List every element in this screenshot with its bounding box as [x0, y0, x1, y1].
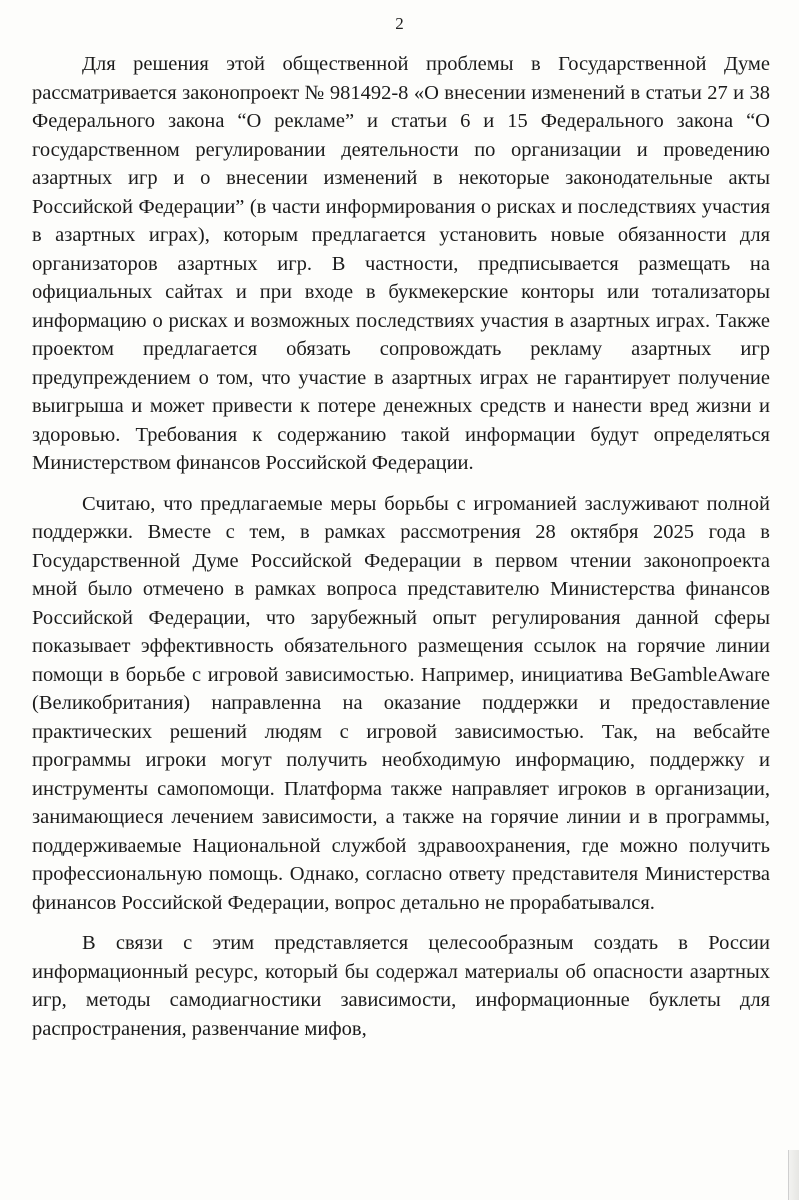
page-edge-shadow — [788, 1150, 799, 1200]
paragraph-1: Для решения этой общественной проблемы в Государственной Думе рассматривается законопроект № 981492-8 «О внесении изменений в статьи 27 и 38 Федерального закона “О рекламе” и статьи 6 и 15 Федерального закона “О государственном регулировании деятельности по организации и проведению азартных игр и о внесении изменений в некоторые законодательные акты Российской Федерации” (в части информирования о рисках и последствиях участия в азартных играх), которым предлагается установить новые обязанности для организаторов азартных игр. В частности, предписывается размещать на официальных сайтах и при входе в букмекерские конторы или тотализаторы информацию о рисках и возможных последствиях участия в азартных играх. Также проектом предлагается обязать сопровождать рекламу азартных игр предупреждением о том, что участие в азартных играх не гарантирует получение выигрыша и может привести к потере денежных средств и нанести вред жизни и здоровью. Требования к содержанию такой информации будут определяться Министерством финансов Российской Федерации. — [32, 53, 770, 474]
paragraph-2: Считаю, что предлагаемые меры борьбы с игроманией заслуживают полной поддержки. Вместе с тем, в рамках рассмотрения 28 октября 2025 года в Государственной Думе Российской Федерации в первом чтении законопроекта мной было отмечено в рамках вопроса представителю Министерства финансов Российской Федерации, что зарубежный опыт регулирования данной сферы показывает эффективность обязательного размещения ссылок на горячие линии помощи в борьбе с игровой зависимостью. Например, инициатива BeGambleAware (Великобритания) направленна на оказание поддержки и предоставление практических решений людям с игровой зависимостью. Так, на вебсайте программы игроки могут получить необходимую информацию, поддержку и инструменты самопомощи. Платформа также направляет игроков в организации, занимающиеся лечением зависимости, а также на горячие линии и в программы, поддерживаемые Национальной службой здравоохранения, где можно получить профессиональную помощь. Однако, согласно ответу представителя Министерства финансов Российской Федерации, вопрос детально не прорабатывался. — [32, 492, 770, 914]
paragraph-3: В связи с этим представляется целесообразным создать в России информационный ресурс, который бы содержал материалы об опасности азартных игр, методы самодиагностики зависимости, информационные буклеты для распространения, развенчание мифов, — [32, 932, 770, 1040]
document-body — [32, 50, 770, 1043]
page-number: 2 — [395, 14, 404, 33]
